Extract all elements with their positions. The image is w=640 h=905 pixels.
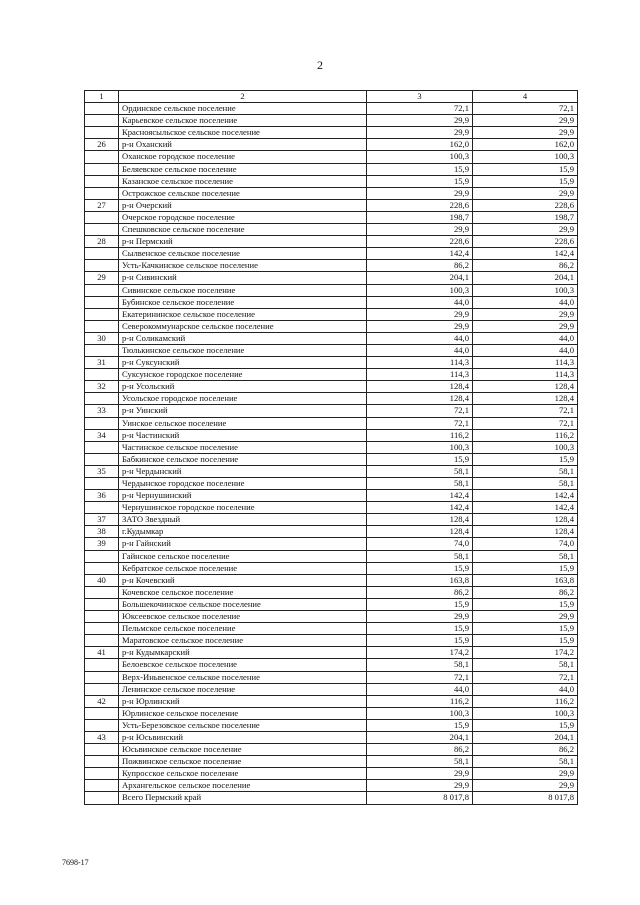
value-col-3: 44,0 — [367, 332, 473, 344]
municipality-name: Чернушинское городское поселение — [119, 502, 367, 514]
row-index: 30 — [85, 332, 119, 344]
value-col-4: 29,9 — [473, 320, 578, 332]
table-row — [85, 502, 578, 514]
value-col-4: 116,2 — [473, 695, 578, 707]
table-row — [85, 598, 578, 610]
value-col-3: 86,2 — [367, 586, 473, 598]
row-index — [85, 780, 119, 792]
value-col-4: 29,9 — [473, 308, 578, 320]
value-col-4: 58,1 — [473, 465, 578, 477]
row-index — [85, 611, 119, 623]
municipality-name: Юрлинское сельское поселение — [119, 707, 367, 719]
value-col-4: 74,0 — [473, 538, 578, 550]
value-col-4: 204,1 — [473, 272, 578, 284]
row-index: 27 — [85, 199, 119, 211]
row-index — [85, 707, 119, 719]
row-index: 31 — [85, 357, 119, 369]
municipality-name: Частинское сельское поселение — [119, 441, 367, 453]
row-index — [85, 562, 119, 574]
table-row — [85, 175, 578, 187]
table-row — [85, 514, 578, 526]
table-row — [85, 115, 578, 127]
value-col-3: 162,0 — [367, 139, 473, 151]
table-row — [85, 272, 578, 284]
row-index — [85, 598, 119, 610]
table-row — [85, 393, 578, 405]
value-col-4: 29,9 — [473, 224, 578, 236]
municipality-name: р-н Юсьвинский — [119, 731, 367, 743]
value-col-4: 15,9 — [473, 453, 578, 465]
municipality-name: Пельмское сельское поселение — [119, 623, 367, 635]
table-row — [85, 248, 578, 260]
value-col-3: 15,9 — [367, 598, 473, 610]
municipality-name: Беляевское сельское поселение — [119, 163, 367, 175]
table-header-row — [85, 91, 578, 103]
municipality-name: р-н Соликамский — [119, 332, 367, 344]
municipality-name: Гайнское сельское поселение — [119, 550, 367, 562]
table-row — [85, 683, 578, 695]
row-index: 38 — [85, 526, 119, 538]
header-col-1: 1 — [85, 91, 119, 103]
table-row — [85, 405, 578, 417]
municipality-name: Уинское сельское поселение — [119, 417, 367, 429]
row-index: 39 — [85, 538, 119, 550]
table-row — [85, 550, 578, 562]
value-col-3: 228,6 — [367, 199, 473, 211]
value-col-4: 44,0 — [473, 344, 578, 356]
municipality-name: Архангельское сельское поселение — [119, 780, 367, 792]
row-index — [85, 453, 119, 465]
municipality-name: Купросское сельское поселение — [119, 768, 367, 780]
value-col-4: 29,9 — [473, 127, 578, 139]
value-col-3: 44,0 — [367, 344, 473, 356]
row-index — [85, 792, 119, 804]
table-row — [85, 320, 578, 332]
value-col-3: 15,9 — [367, 562, 473, 574]
value-col-4: 86,2 — [473, 260, 578, 272]
value-col-3: 44,0 — [367, 296, 473, 308]
page-number: 2 — [317, 58, 323, 72]
row-index — [85, 320, 119, 332]
table-row — [85, 707, 578, 719]
value-col-3: 15,9 — [367, 719, 473, 731]
table-row — [85, 768, 578, 780]
row-index — [85, 683, 119, 695]
municipality-name: Казанское сельское поселение — [119, 175, 367, 187]
table-row — [85, 574, 578, 586]
row-index — [85, 550, 119, 562]
table-row — [85, 635, 578, 647]
municipality-name: р-н Кудымкарский — [119, 647, 367, 659]
value-col-3: 29,9 — [367, 611, 473, 623]
value-col-4: 29,9 — [473, 768, 578, 780]
row-index — [85, 393, 119, 405]
value-col-4: 228,6 — [473, 199, 578, 211]
table-row — [85, 236, 578, 248]
value-col-4: 163,8 — [473, 574, 578, 586]
value-col-4: 29,9 — [473, 187, 578, 199]
value-col-4: 15,9 — [473, 719, 578, 731]
municipality-name: Усть-Березовское сельское поселение — [119, 719, 367, 731]
table-row — [85, 199, 578, 211]
row-index: 36 — [85, 490, 119, 502]
value-col-3: 15,9 — [367, 453, 473, 465]
municipality-name: Оханское городское поселение — [119, 151, 367, 163]
value-col-4: 8 017,8 — [473, 792, 578, 804]
value-col-3: 58,1 — [367, 550, 473, 562]
value-col-4: 162,0 — [473, 139, 578, 151]
table-row — [85, 611, 578, 623]
header-col-2: 2 — [119, 91, 367, 103]
header-col-3: 3 — [367, 91, 473, 103]
table-row — [85, 357, 578, 369]
value-col-3: 29,9 — [367, 127, 473, 139]
value-col-4: 86,2 — [473, 744, 578, 756]
municipality-name: Северокоммунарское сельское поселение — [119, 320, 367, 332]
row-index — [85, 127, 119, 139]
municipality-name: Тюлькинское сельское поселение — [119, 344, 367, 356]
value-col-3: 15,9 — [367, 623, 473, 635]
value-col-3: 100,3 — [367, 707, 473, 719]
value-col-4: 15,9 — [473, 623, 578, 635]
row-index — [85, 659, 119, 671]
municipality-name: Юсьвинское сельское поселение — [119, 744, 367, 756]
value-col-3: 142,4 — [367, 502, 473, 514]
row-index — [85, 671, 119, 683]
table-row — [85, 538, 578, 550]
value-col-4: 198,7 — [473, 211, 578, 223]
table-row — [85, 139, 578, 151]
row-index — [85, 369, 119, 381]
value-col-4: 44,0 — [473, 683, 578, 695]
table-row — [85, 284, 578, 296]
value-col-3: 29,9 — [367, 780, 473, 792]
value-col-4: 72,1 — [473, 103, 578, 115]
value-col-3: 128,4 — [367, 526, 473, 538]
value-col-4: 100,3 — [473, 707, 578, 719]
table-row — [85, 381, 578, 393]
value-col-4: 142,4 — [473, 248, 578, 260]
municipality-name: Усольское городское поселение — [119, 393, 367, 405]
municipality-name: р-н Суксунский — [119, 357, 367, 369]
row-index: 28 — [85, 236, 119, 248]
municipality-name: Ленинское сельское поселение — [119, 683, 367, 695]
row-index — [85, 248, 119, 260]
value-col-4: 15,9 — [473, 175, 578, 187]
row-index: 32 — [85, 381, 119, 393]
row-index — [85, 224, 119, 236]
value-col-3: 204,1 — [367, 731, 473, 743]
value-col-4: 116,2 — [473, 429, 578, 441]
row-index — [85, 478, 119, 490]
municipality-name: р-н Кочевский — [119, 574, 367, 586]
row-index — [85, 502, 119, 514]
value-col-3: 198,7 — [367, 211, 473, 223]
table-row — [85, 623, 578, 635]
value-col-3: 116,2 — [367, 429, 473, 441]
municipality-name: Карьевское сельское поселение — [119, 115, 367, 127]
municipality-name: р-н Пермский — [119, 236, 367, 248]
value-col-3: 58,1 — [367, 465, 473, 477]
table-row — [85, 780, 578, 792]
table-row — [85, 296, 578, 308]
row-index — [85, 284, 119, 296]
table-row — [85, 671, 578, 683]
table-row — [85, 163, 578, 175]
row-index — [85, 187, 119, 199]
value-col-4: 128,4 — [473, 514, 578, 526]
value-col-4: 15,9 — [473, 598, 578, 610]
row-index: 42 — [85, 695, 119, 707]
value-col-4: 128,4 — [473, 526, 578, 538]
table-row — [85, 731, 578, 743]
row-index — [85, 417, 119, 429]
value-col-3: 29,9 — [367, 224, 473, 236]
municipality-name: Спешковское сельское поселение — [119, 224, 367, 236]
municipality-name: Чердынское городское поселение — [119, 478, 367, 490]
municipality-name: Ординское сельское поселение — [119, 103, 367, 115]
table-row — [85, 659, 578, 671]
table-row — [85, 308, 578, 320]
value-col-3: 29,9 — [367, 115, 473, 127]
row-index: 41 — [85, 647, 119, 659]
row-index: 40 — [85, 574, 119, 586]
row-index — [85, 635, 119, 647]
table-row — [85, 695, 578, 707]
municipality-name: Большекочинское сельское поселение — [119, 598, 367, 610]
municipality-name: Белоевское сельское поселение — [119, 659, 367, 671]
value-col-3: 128,4 — [367, 514, 473, 526]
value-col-3: 163,8 — [367, 574, 473, 586]
value-col-3: 15,9 — [367, 175, 473, 187]
value-col-3: 128,4 — [367, 393, 473, 405]
value-col-4: 58,1 — [473, 659, 578, 671]
value-col-4: 228,6 — [473, 236, 578, 248]
value-col-4: 114,3 — [473, 357, 578, 369]
row-index: 34 — [85, 429, 119, 441]
table-row — [85, 792, 578, 804]
value-col-4: 100,3 — [473, 284, 578, 296]
value-col-4: 29,9 — [473, 611, 578, 623]
value-col-3: 58,1 — [367, 659, 473, 671]
value-col-3: 72,1 — [367, 671, 473, 683]
value-col-3: 72,1 — [367, 103, 473, 115]
value-col-3: 142,4 — [367, 490, 473, 502]
table-row — [85, 647, 578, 659]
table-row — [85, 187, 578, 199]
municipality-name: Пожвинское сельское поселение — [119, 756, 367, 768]
municipality-name: р-н Чердынский — [119, 465, 367, 477]
value-col-3: 29,9 — [367, 308, 473, 320]
value-col-3: 74,0 — [367, 538, 473, 550]
table-row — [85, 103, 578, 115]
value-col-3: 114,3 — [367, 369, 473, 381]
row-index — [85, 163, 119, 175]
value-col-4: 86,2 — [473, 586, 578, 598]
municipality-name: Кочевское сельское поселение — [119, 586, 367, 598]
value-col-4: 29,9 — [473, 780, 578, 792]
value-col-4: 58,1 — [473, 756, 578, 768]
table-row — [85, 369, 578, 381]
value-col-4: 29,9 — [473, 115, 578, 127]
row-index — [85, 344, 119, 356]
value-col-4: 44,0 — [473, 296, 578, 308]
value-col-3: 100,3 — [367, 151, 473, 163]
value-col-4: 100,3 — [473, 151, 578, 163]
value-col-4: 174,2 — [473, 647, 578, 659]
municipality-name: Маратовское сельское поселение — [119, 635, 367, 647]
value-col-3: 29,9 — [367, 768, 473, 780]
row-index: 35 — [85, 465, 119, 477]
value-col-4: 114,3 — [473, 369, 578, 381]
value-col-3: 100,3 — [367, 284, 473, 296]
value-col-3: 15,9 — [367, 635, 473, 647]
row-index — [85, 768, 119, 780]
row-index — [85, 308, 119, 320]
value-col-4: 142,4 — [473, 490, 578, 502]
municipality-name: г.Кудымкар — [119, 526, 367, 538]
value-col-4: 204,1 — [473, 731, 578, 743]
row-index — [85, 151, 119, 163]
row-index — [85, 441, 119, 453]
row-index — [85, 211, 119, 223]
municipality-name: Бубинское сельское поселение — [119, 296, 367, 308]
municipality-name: Суксунское городское поселение — [119, 369, 367, 381]
value-col-4: 44,0 — [473, 332, 578, 344]
municipality-name: Верх-Иньвенское сельское поселение — [119, 671, 367, 683]
table-row — [85, 744, 578, 756]
budget-table — [84, 90, 578, 805]
row-index — [85, 586, 119, 598]
table-row — [85, 429, 578, 441]
value-col-3: 72,1 — [367, 417, 473, 429]
table-row — [85, 332, 578, 344]
row-index — [85, 103, 119, 115]
table-row — [85, 478, 578, 490]
table-row — [85, 417, 578, 429]
municipality-name: р-н Очерский — [119, 199, 367, 211]
municipality-name: Сылвенское сельское поселение — [119, 248, 367, 260]
row-index — [85, 175, 119, 187]
value-col-4: 72,1 — [473, 671, 578, 683]
table-row — [85, 719, 578, 731]
municipality-name: Екатерининское сельское поселение — [119, 308, 367, 320]
row-index: 37 — [85, 514, 119, 526]
table-row — [85, 526, 578, 538]
value-col-3: 44,0 — [367, 683, 473, 695]
municipality-name: р-н Уинский — [119, 405, 367, 417]
table-row — [85, 756, 578, 768]
row-index: 29 — [85, 272, 119, 284]
value-col-3: 128,4 — [367, 381, 473, 393]
municipality-name: Острожское сельское поселение — [119, 187, 367, 199]
row-index — [85, 115, 119, 127]
municipality-name: р-н Усольский — [119, 381, 367, 393]
value-col-3: 100,3 — [367, 441, 473, 453]
value-col-3: 72,1 — [367, 405, 473, 417]
value-col-3: 142,4 — [367, 248, 473, 260]
header-col-4: 4 — [473, 91, 578, 103]
value-col-3: 174,2 — [367, 647, 473, 659]
row-index: 26 — [85, 139, 119, 151]
value-col-4: 15,9 — [473, 635, 578, 647]
value-col-4: 128,4 — [473, 381, 578, 393]
value-col-4: 72,1 — [473, 405, 578, 417]
value-col-3: 116,2 — [367, 695, 473, 707]
row-index — [85, 719, 119, 731]
municipality-name: Очерское городское поселение — [119, 211, 367, 223]
table-row — [85, 453, 578, 465]
document-code: 7698-17 — [62, 858, 89, 867]
value-col-4: 58,1 — [473, 550, 578, 562]
table-row — [85, 211, 578, 223]
municipality-name: Бабкинское сельское поселение — [119, 453, 367, 465]
table-row — [85, 586, 578, 598]
municipality-name: Юксеевское сельское поселение — [119, 611, 367, 623]
value-col-4: 58,1 — [473, 478, 578, 490]
municipality-name: ЗАТО Звездный — [119, 514, 367, 526]
row-index — [85, 623, 119, 635]
municipality-name: р-н Частинский — [119, 429, 367, 441]
value-col-3: 29,9 — [367, 187, 473, 199]
row-index: 43 — [85, 731, 119, 743]
value-col-4: 100,3 — [473, 441, 578, 453]
table-row — [85, 490, 578, 502]
municipality-name: Кебратское сельское поселение — [119, 562, 367, 574]
row-index — [85, 756, 119, 768]
municipality-name: Всего Пермский край — [119, 792, 367, 804]
municipality-name: Усть-Качкинское сельское поселение — [119, 260, 367, 272]
municipality-name: р-н Чернушинский — [119, 490, 367, 502]
row-index — [85, 744, 119, 756]
value-col-3: 58,1 — [367, 756, 473, 768]
table-row — [85, 224, 578, 236]
table-row — [85, 260, 578, 272]
value-col-3: 114,3 — [367, 357, 473, 369]
value-col-4: 128,4 — [473, 393, 578, 405]
row-index — [85, 260, 119, 272]
table-row — [85, 562, 578, 574]
value-col-3: 86,2 — [367, 744, 473, 756]
value-col-3: 228,6 — [367, 236, 473, 248]
table-row — [85, 465, 578, 477]
municipality-name: Красноясыльское сельское поселение — [119, 127, 367, 139]
value-col-4: 15,9 — [473, 562, 578, 574]
table-row — [85, 151, 578, 163]
municipality-name: р-н Сивинский — [119, 272, 367, 284]
value-col-3: 8 017,8 — [367, 792, 473, 804]
row-index: 33 — [85, 405, 119, 417]
municipality-name: Сивинское сельское поселение — [119, 284, 367, 296]
value-col-3: 15,9 — [367, 163, 473, 175]
table-row — [85, 127, 578, 139]
value-col-3: 86,2 — [367, 260, 473, 272]
table-row — [85, 344, 578, 356]
value-col-3: 29,9 — [367, 320, 473, 332]
value-col-3: 204,1 — [367, 272, 473, 284]
value-col-4: 142,4 — [473, 502, 578, 514]
value-col-4: 72,1 — [473, 417, 578, 429]
row-index — [85, 296, 119, 308]
value-col-3: 58,1 — [367, 478, 473, 490]
municipality-name: р-н Гайнский — [119, 538, 367, 550]
municipality-name: р-н Юрлинский — [119, 695, 367, 707]
table-row — [85, 441, 578, 453]
municipality-name: р-н Оханский — [119, 139, 367, 151]
value-col-4: 15,9 — [473, 163, 578, 175]
